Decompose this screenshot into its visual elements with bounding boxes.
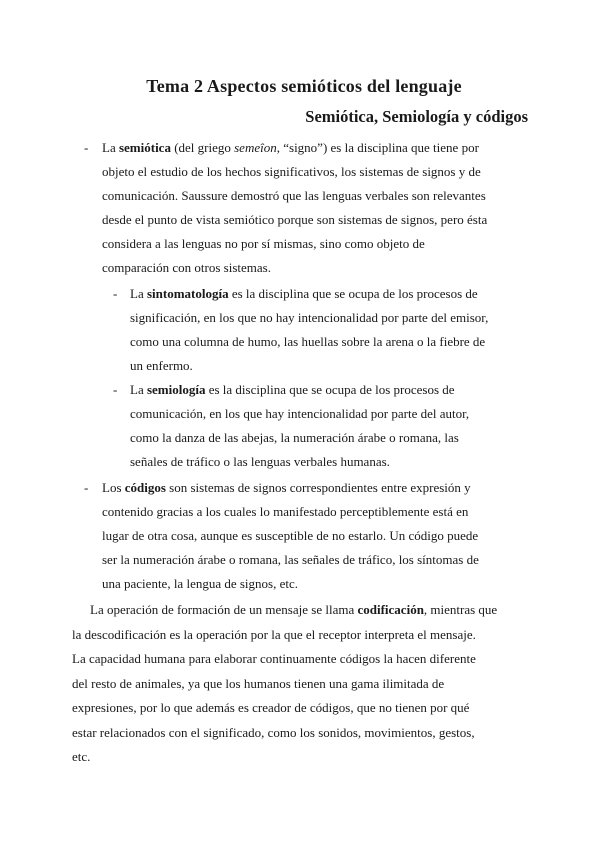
bullet-dash: - bbox=[84, 140, 89, 155]
text-line: lugar de otra cosa, aunque es susceptible de no estarlo. Un código puede bbox=[102, 528, 479, 543]
list-item-sintomatologia bbox=[130, 282, 522, 378]
term-codigos: códigos bbox=[124, 480, 166, 495]
term-semeion: semeîon bbox=[234, 140, 277, 155]
section-subtitle: Semiótica, Semiología y códigos bbox=[305, 107, 528, 126]
text-line: La capacidad humana para elaborar continuamente códigos la hacen diferente bbox=[72, 651, 476, 666]
text-line: La semiología es la disciplina que se ocupa de los procesos de bbox=[130, 382, 455, 397]
text-line: del resto de animales, ya que los humanos tienen una gama ilimitada de bbox=[72, 675, 445, 691]
text-line: significación, en los que no hay intencionalidad por parte del emisor, bbox=[130, 310, 489, 325]
closing-paragraph bbox=[72, 598, 524, 770]
text-line: la descodificación es la operación por la que el receptor interpreta el mensaje. bbox=[72, 626, 476, 642]
text-line: estar relacionados con el significado, como los sonidos, movimientos, gestos, bbox=[72, 724, 475, 740]
text-line: ser la numeración árabe o romana, las señales de tráfico, los síntomas de bbox=[102, 552, 479, 567]
text-line: La sintomatología es la disciplina que se ocupa de los procesos de bbox=[130, 286, 478, 301]
text-line: La operación de formación de un mensaje se llama codificación, mientras que bbox=[90, 602, 498, 617]
page-title: Tema 2 Aspectos semióticos del lenguaje bbox=[146, 76, 462, 96]
text-line: expresiones, por lo que además es creador de códigos, que no tienen por qué bbox=[72, 700, 470, 715]
term-sintomatologia: sintomatología bbox=[146, 286, 229, 301]
text-line: como la danza de las abejas, la numeración árabe o romana, las bbox=[130, 430, 459, 445]
term-codificacion: codificación bbox=[357, 602, 424, 617]
text-line: comparación con otros sistemas. bbox=[102, 260, 271, 275]
list-item-semiologia bbox=[130, 378, 522, 474]
text-line: desde el punto de vista semiótico porque son sistemas de signos, pero ésta bbox=[102, 212, 488, 227]
text-line: como una columna de humo, las huellas sobre la arena o la fiebre de bbox=[130, 334, 486, 349]
list-item-codigos bbox=[102, 476, 522, 596]
text-line: un enfermo. bbox=[130, 358, 193, 373]
text-line: una paciente, la lengua de signos, etc. bbox=[102, 576, 299, 591]
text-line: comunicación, en los que hay intencionalidad por parte del autor, bbox=[130, 406, 470, 421]
list-item-semiotica bbox=[102, 136, 522, 280]
text-line: etc. bbox=[72, 749, 91, 764]
text-line: comunicación. Saussure demostró que las lenguas verbales son relevantes bbox=[102, 188, 486, 203]
text-line: contenido gracias a los cuales lo manifestado perceptiblemente está en bbox=[102, 504, 469, 519]
text-line: señales de tráfico o las lenguas verbales humanas. bbox=[130, 454, 390, 469]
text-line: objeto el estudio de los hechos significativos, los sistemas de signos y de bbox=[102, 164, 481, 179]
text-line: Los códigos son sistemas de signos correspondientes entre expresión y bbox=[102, 480, 471, 495]
text-line: La semiótica (del griego semeîon, “signo”) es la disciplina que tiene por bbox=[102, 140, 479, 155]
text-line: considera a las lenguas no por sí mismas, sino como objeto de bbox=[102, 236, 425, 251]
bullet-dash: - bbox=[113, 382, 118, 397]
bullet-dash: - bbox=[113, 286, 118, 301]
term-semiotica: semiótica bbox=[118, 140, 171, 155]
bullet-dash: - bbox=[84, 480, 89, 495]
term-semiologia: semiología bbox=[146, 382, 206, 397]
